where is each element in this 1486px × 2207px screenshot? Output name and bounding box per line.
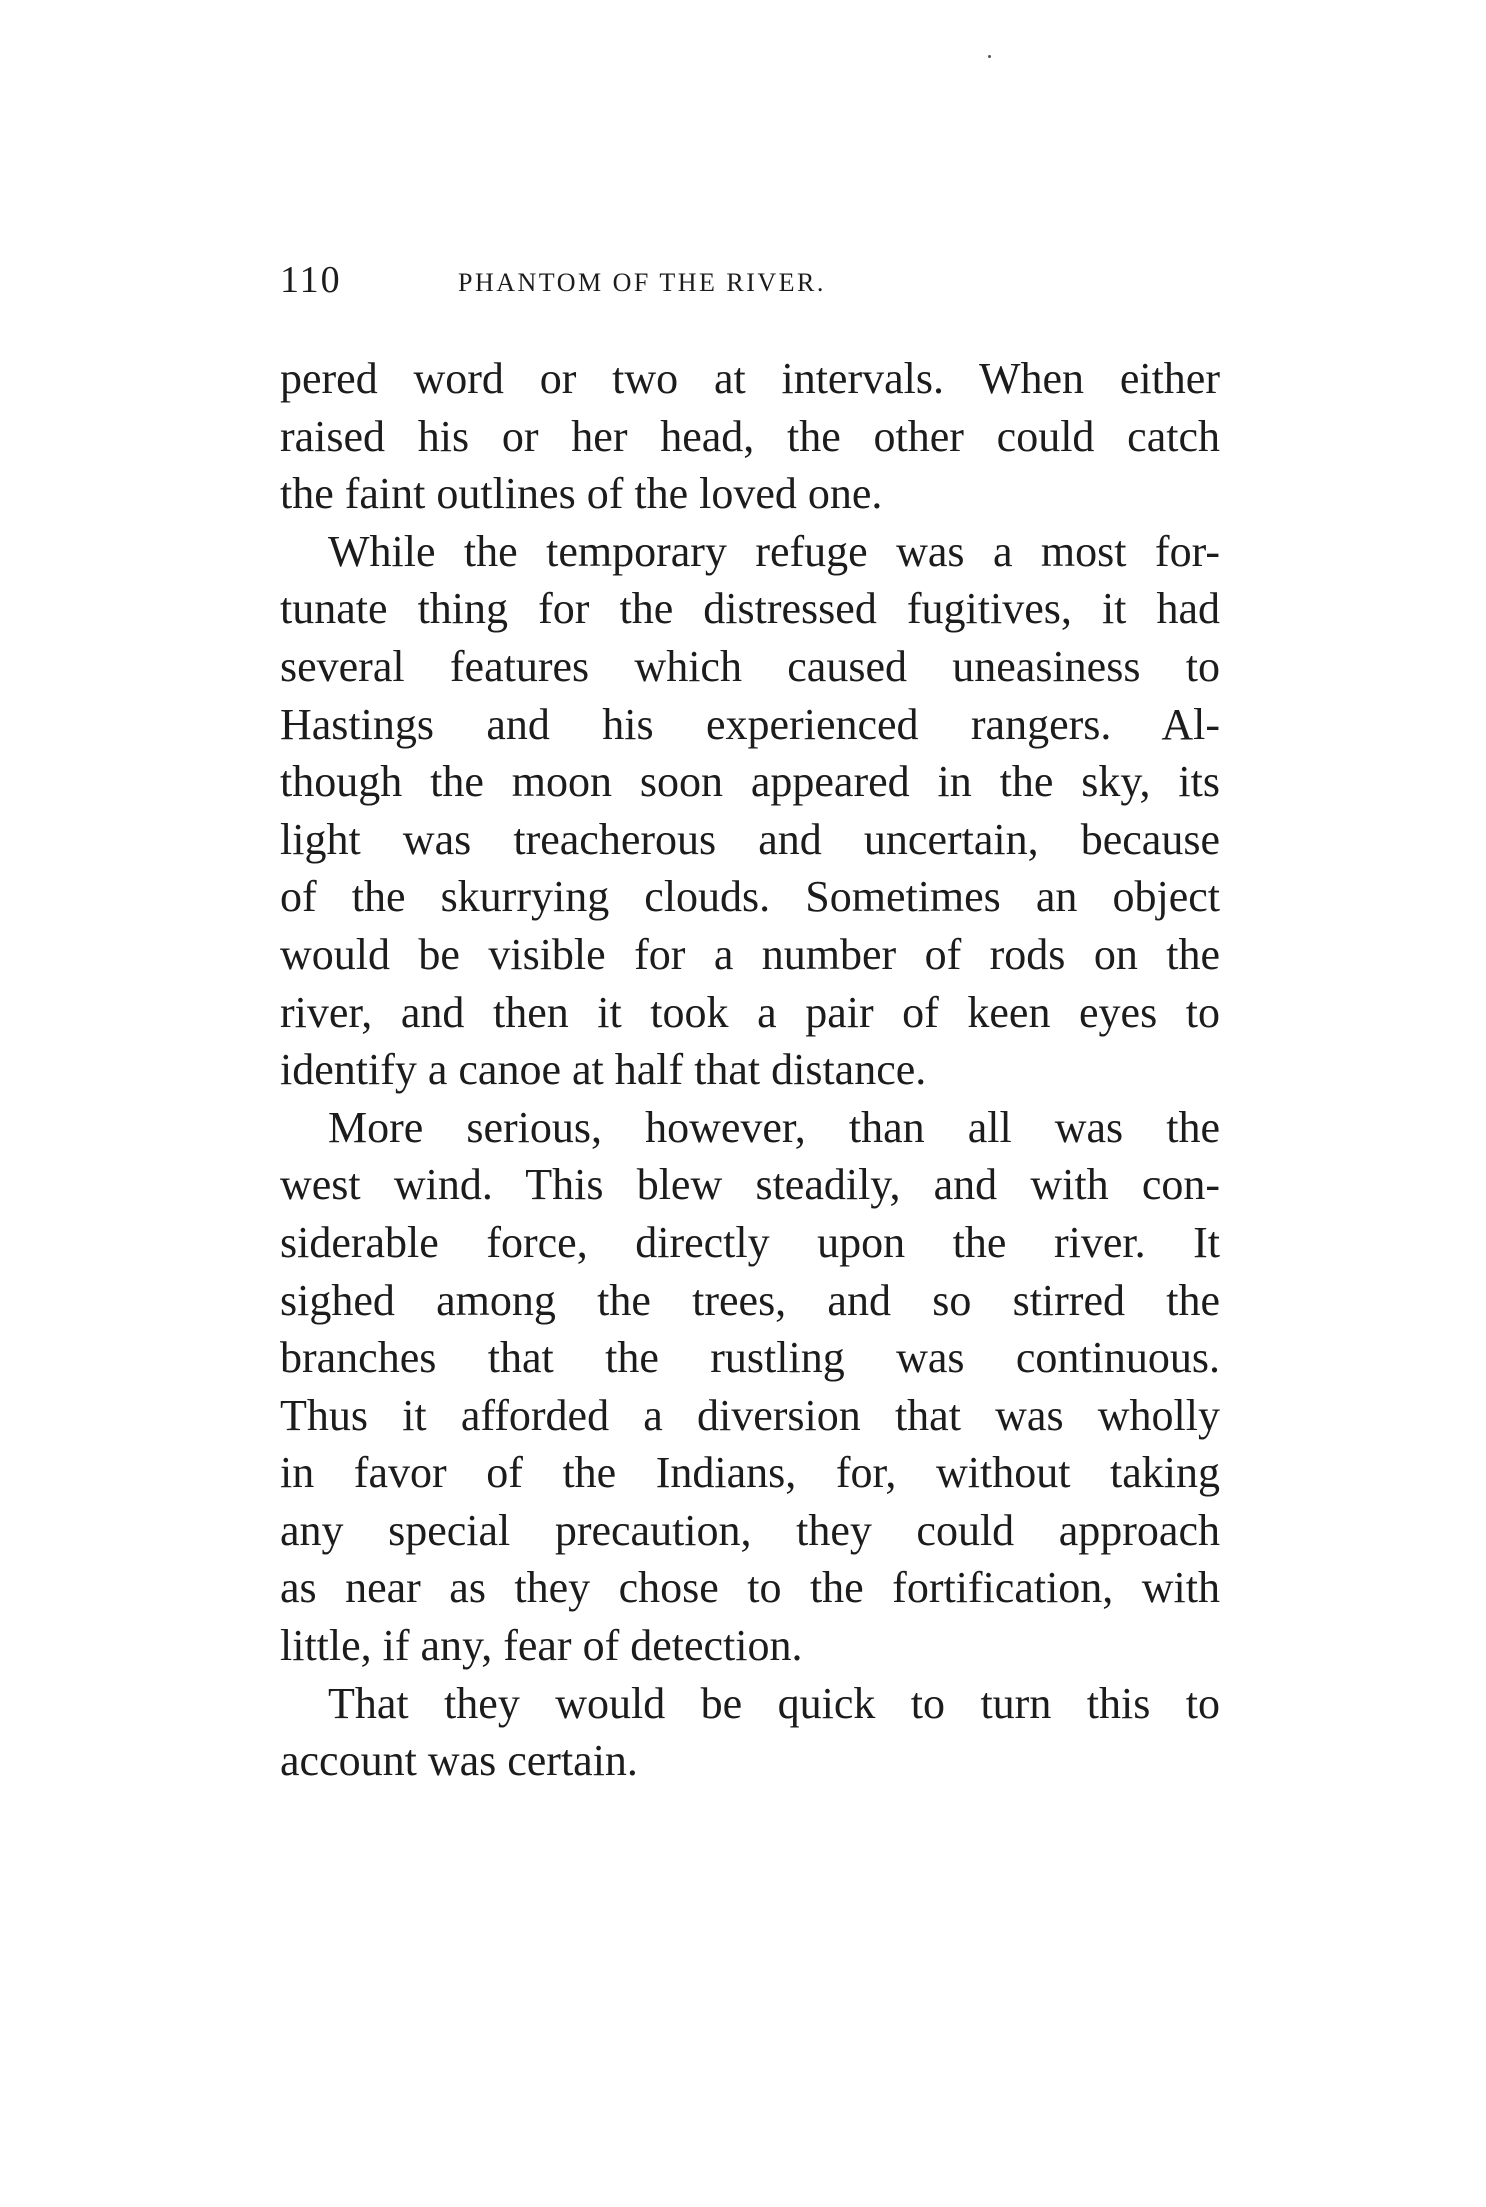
text-line: the faint outlines of the loved one. — [280, 469, 883, 519]
text-line: of the skurrying clouds. Sometimes an object — [280, 872, 1220, 922]
text-line: river, and then it took a pair of keen eyes to — [280, 987, 1220, 1037]
text-line: account was certain. — [280, 1736, 638, 1786]
text-line: would be visible for a number of rods on the — [280, 929, 1220, 979]
print-speck — [988, 55, 991, 58]
text-line: sighed among the trees, and so stirred the — [280, 1275, 1220, 1325]
text-line: More serious, however, than all was the — [328, 1102, 1220, 1152]
text-line: raised his or her head, the other could catch — [280, 411, 1220, 461]
text-line: That they would be quick to turn this to — [328, 1678, 1220, 1728]
text-line: though the moon soon appeared in the sky, its — [280, 757, 1220, 807]
text-line: Thus it afforded a diversion that was wholly — [280, 1390, 1220, 1440]
text-line: several features which caused uneasiness to — [280, 641, 1220, 691]
text-line: branches that the rustling was continuous. — [280, 1333, 1220, 1383]
text-line: west wind. This blew steadily, and with con- — [280, 1160, 1220, 1210]
running-title: PHANTOM OF THE RIVER. — [458, 268, 826, 297]
text-line: siderable force, directly upon the river. It — [280, 1217, 1220, 1267]
text-line: While the temporary refuge was a most for- — [328, 526, 1220, 576]
text-line: pered word or two at intervals. When either — [280, 354, 1220, 403]
text-line: little, if any, fear of detection. — [280, 1621, 803, 1671]
text-line: any special precaution, they could approach — [280, 1505, 1220, 1555]
text-line: light was treacherous and uncertain, because — [280, 814, 1220, 864]
text-line: tunate thing for the distressed fugitives, it had — [280, 584, 1220, 634]
text-line: as near as they chose to the fortification, with — [280, 1563, 1220, 1613]
page-header — [280, 258, 1230, 308]
text-line: identify a canoe at half that distance. — [280, 1045, 927, 1095]
body-text — [280, 350, 1220, 1790]
page-number: 110 — [280, 259, 342, 301]
text-line: in favor of the Indians, for, without taking — [280, 1448, 1220, 1498]
text-line: Hastings and his experienced rangers. Al- — [280, 699, 1220, 749]
